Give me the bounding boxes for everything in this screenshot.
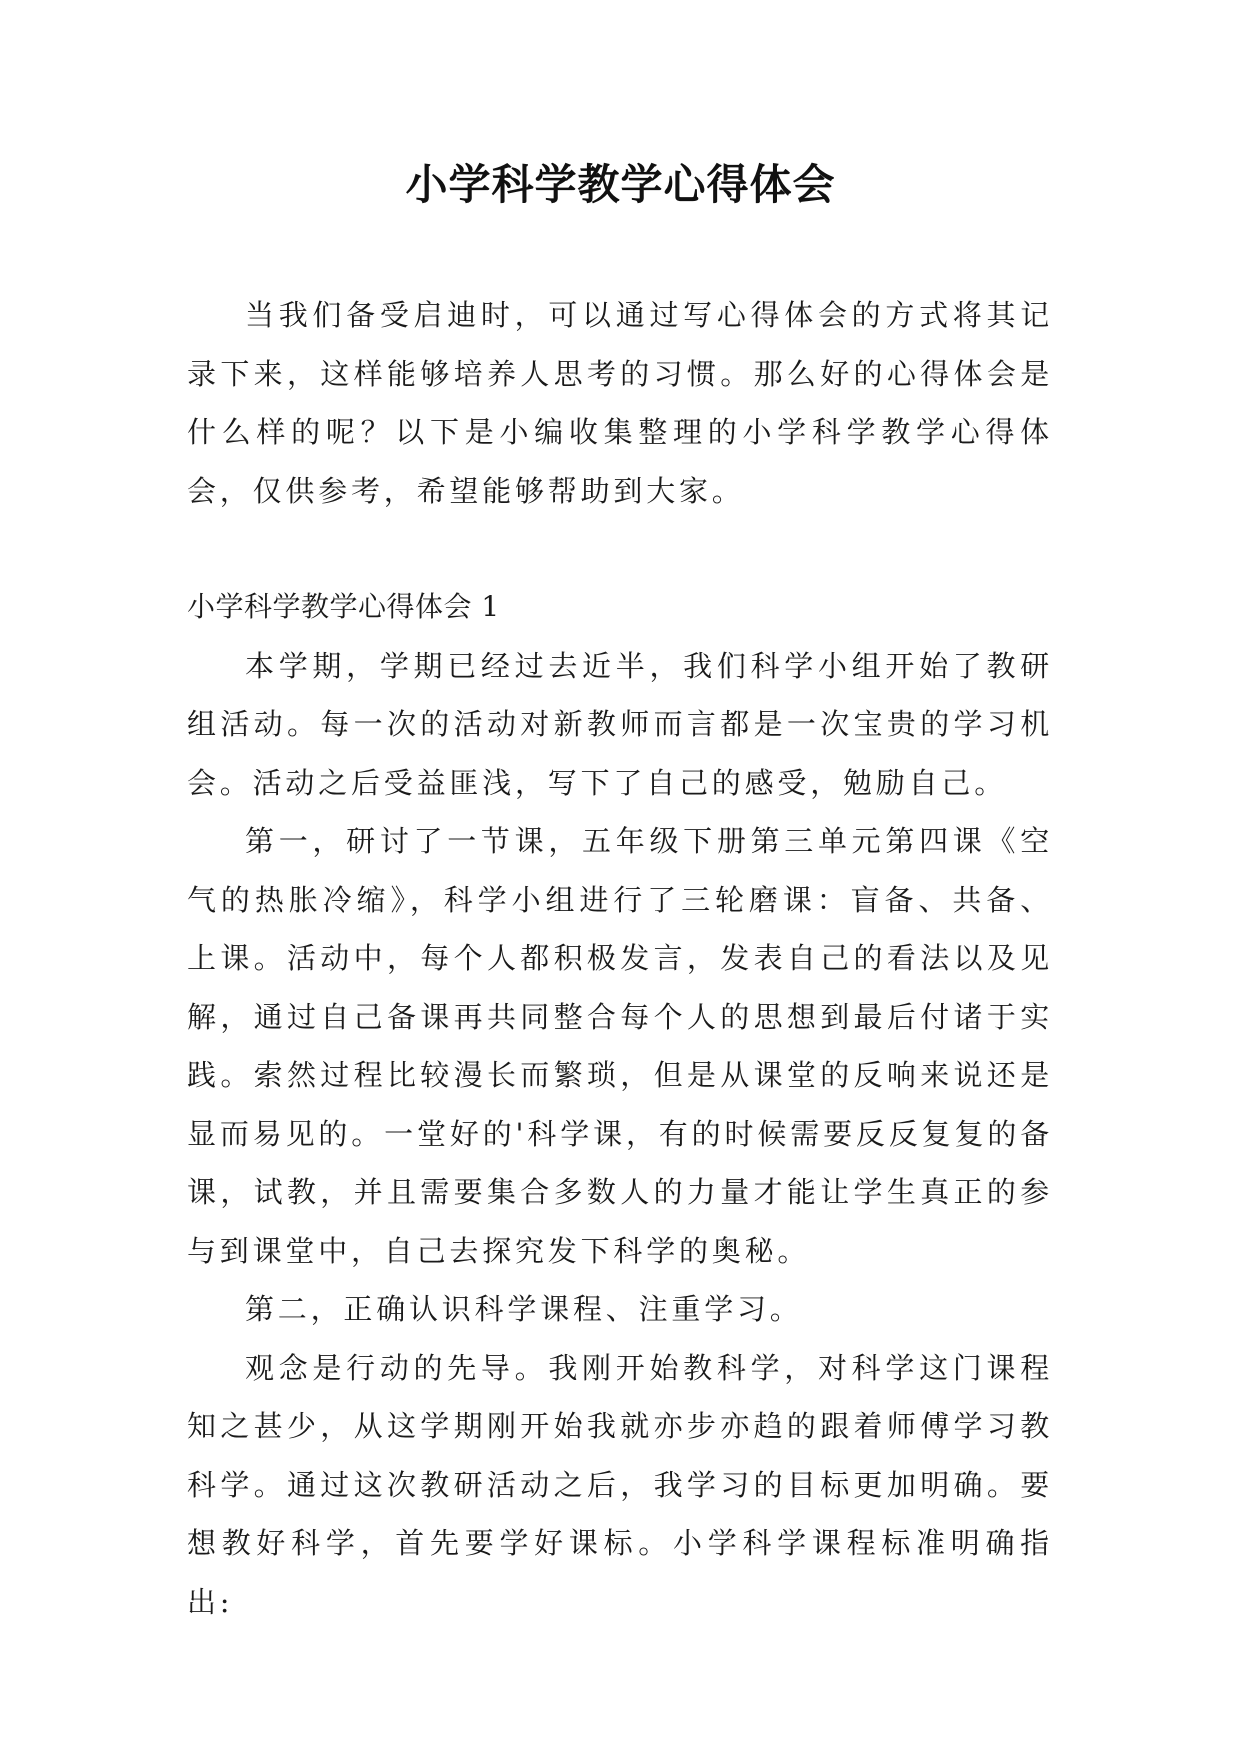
body-paragraph: 第二，正确认识科学课程、注重学习。 xyxy=(245,1292,803,1326)
body-paragraph: 观念是行动的先导。我刚开始教科学，对科学这门课程知之甚少，从这学期刚开始我就亦步亦趋的跟着师傅学习教科学。通过这次教研活动之后，我学习的目标更加明确。要想教好科学，首先要学好课标。小学科学课程标准明确指出: xyxy=(187,1350,1053,1619)
intro-paragraph: 当我们备受启迪时，可以通过写心得体会的方式将其记录下来，这样能够培养人思考的习惯。那么好的心得体会是什么样的呢？以下是小编收集整理的小学科学教学心得体会，仅供参考，希望能够帮助到大家。 xyxy=(187,298,1053,508)
paragraph-spacer xyxy=(187,520,1053,578)
section-heading: 小学科学教学心得体会 1 xyxy=(187,590,500,623)
body-paragraph: 本学期，学期已经过去近半，我们科学小组开始了教研组活动。每一次的活动对新教师而言都是一次宝贵的学习机会。活动之后受益匪浅，写下了自己的感受，勉励自己。 xyxy=(187,648,1053,800)
document-body xyxy=(187,286,1053,1631)
body-paragraph: 第一，研讨了一节课，五年级下册第三单元第四课《空气的热胀冷缩》，科学小组进行了三轮磨课：盲备、共备、上课。活动中，每个人都积极发言，发表自己的看法以及见解，通过自己备课再共同整合每个人的思想到最后付诸于实践。索然过程比较漫长而繁琐，但是从课堂的反响来说还是显而易见的。一堂好的'科学课，有的时候需要反反复复的备课，试教，并且需要集合多数人的力量才能让学生真正的参与到课堂中，自己去探究发下科学的奥秘。 xyxy=(187,824,1053,1268)
document-title: 小学科学教学心得体会 xyxy=(405,160,836,209)
